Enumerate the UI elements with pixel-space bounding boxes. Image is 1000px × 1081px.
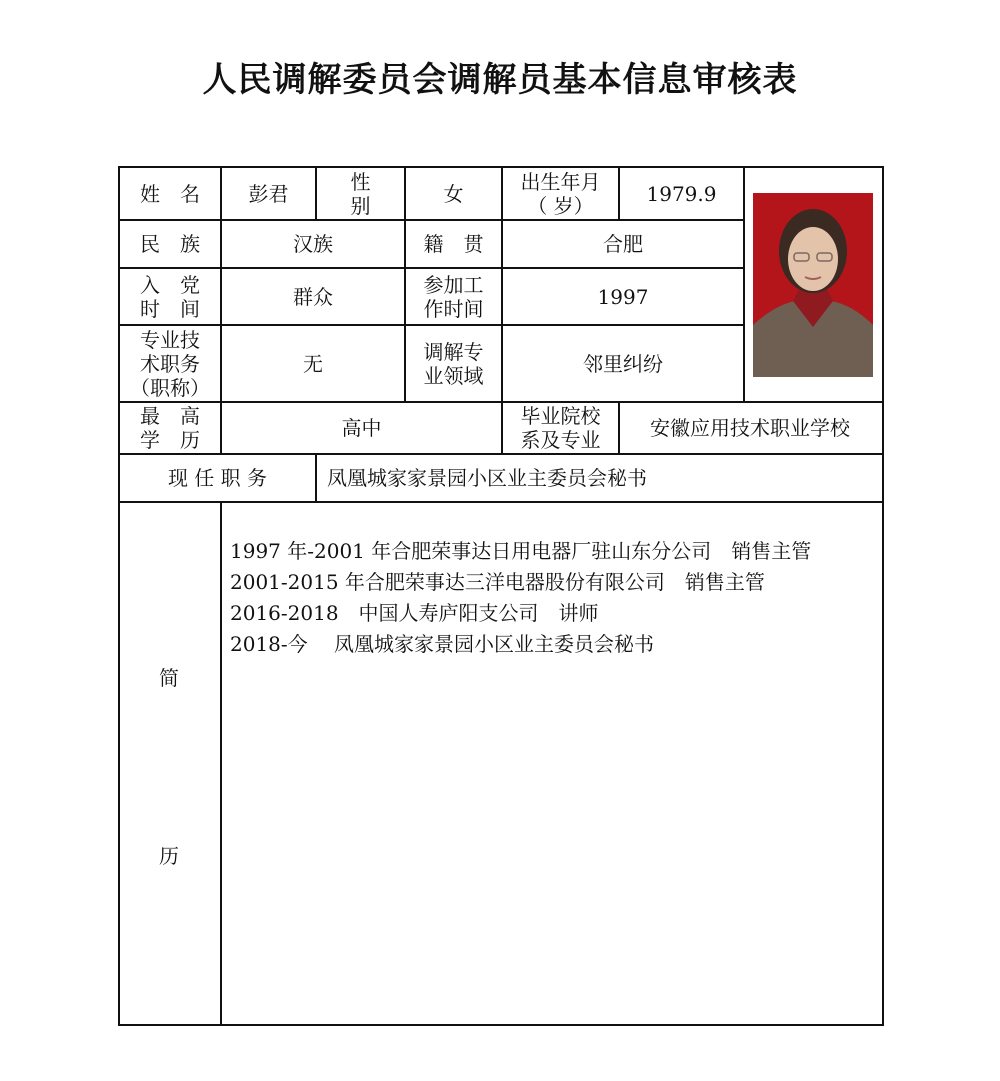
label-school-line1: 毕业院校: [520, 404, 601, 428]
value-mediation-field: 邻里纠纷: [583, 351, 663, 376]
resume-entry: 2001-2015 年合肥荣事达三洋电器股份有限公司 销售主管: [230, 570, 765, 594]
label-work-start-line1: 参加工: [423, 272, 484, 297]
label-party-line1: 入 党: [140, 272, 200, 297]
label-title-rank-line2: 术职务: [140, 351, 200, 376]
value-title-rank: 无: [303, 351, 323, 376]
value-ethnicity: 汉族: [293, 232, 333, 256]
portrait-image: [753, 193, 873, 377]
value-school: 安徽应用技术职业学校: [650, 416, 850, 440]
label-native-place: 籍 贯: [423, 232, 484, 256]
label-gender-line1: 性: [350, 169, 371, 194]
label-education-line2: 学 历: [140, 428, 200, 452]
label-education: [120, 403, 220, 453]
label-mediation-field-line2: 业领域: [423, 363, 484, 388]
label-party-line2: 时 间: [140, 296, 200, 321]
resume-list: [230, 536, 870, 660]
label-name: 姓 名: [140, 181, 200, 206]
label-title-rank: [120, 326, 220, 401]
label-gender-line2: 别: [350, 193, 371, 218]
value-gender: 女: [443, 181, 464, 206]
col-divider: [743, 166, 745, 401]
label-position: 现 任 职 务: [167, 466, 268, 490]
label-ethnicity: 民 族: [140, 232, 200, 256]
label-education-line1: 最 高: [140, 404, 200, 428]
value-native-place: 合肥: [603, 232, 643, 256]
label-gender: [317, 168, 404, 219]
value-work-start: 1997: [597, 284, 649, 309]
label-school-line2: 系及专业: [520, 428, 601, 452]
value-party: 群众: [293, 284, 333, 309]
label-mediation-field-line1: 调解专: [423, 339, 484, 364]
info-table: [118, 166, 884, 1026]
value-name: 彭君: [248, 181, 289, 206]
value-position: 凤凰城家家景园小区业主委员会秘书: [327, 466, 647, 490]
label-title-rank-line3: （职称）: [130, 375, 210, 400]
label-birth: [503, 168, 618, 219]
portrait-photo: [753, 193, 873, 377]
label-work-start-line2: 作时间: [423, 296, 484, 321]
value-education: 高中: [341, 416, 382, 440]
label-birth-line1: 出生年月: [520, 169, 601, 194]
label-birth-line2: （ 岁）: [527, 193, 594, 218]
page-title: 人民调解委员会调解员基本信息审核表: [202, 60, 798, 100]
resume-entry: 1997 年-2001 年合肥荣事达日用电器厂驻山东分公司 销售主管: [230, 539, 812, 563]
label-party: [120, 269, 220, 324]
label-school: [503, 403, 618, 453]
label-resume-char2: 历: [159, 844, 179, 868]
label-mediation-field: [406, 326, 501, 401]
label-work-start: [406, 269, 501, 324]
label-resume-char1: 简: [159, 666, 179, 690]
col-divider: [220, 501, 222, 1024]
row-divider: [118, 501, 882, 503]
value-birth: 1979.9: [646, 181, 717, 206]
label-title-rank-line1: 专业技: [140, 327, 200, 352]
resume-entry: 2018-今 凤凰城家家景园小区业主委员会秘书: [230, 632, 655, 656]
resume-entry: 2016-2018 中国人寿庐阳支公司 讲师: [230, 601, 599, 625]
